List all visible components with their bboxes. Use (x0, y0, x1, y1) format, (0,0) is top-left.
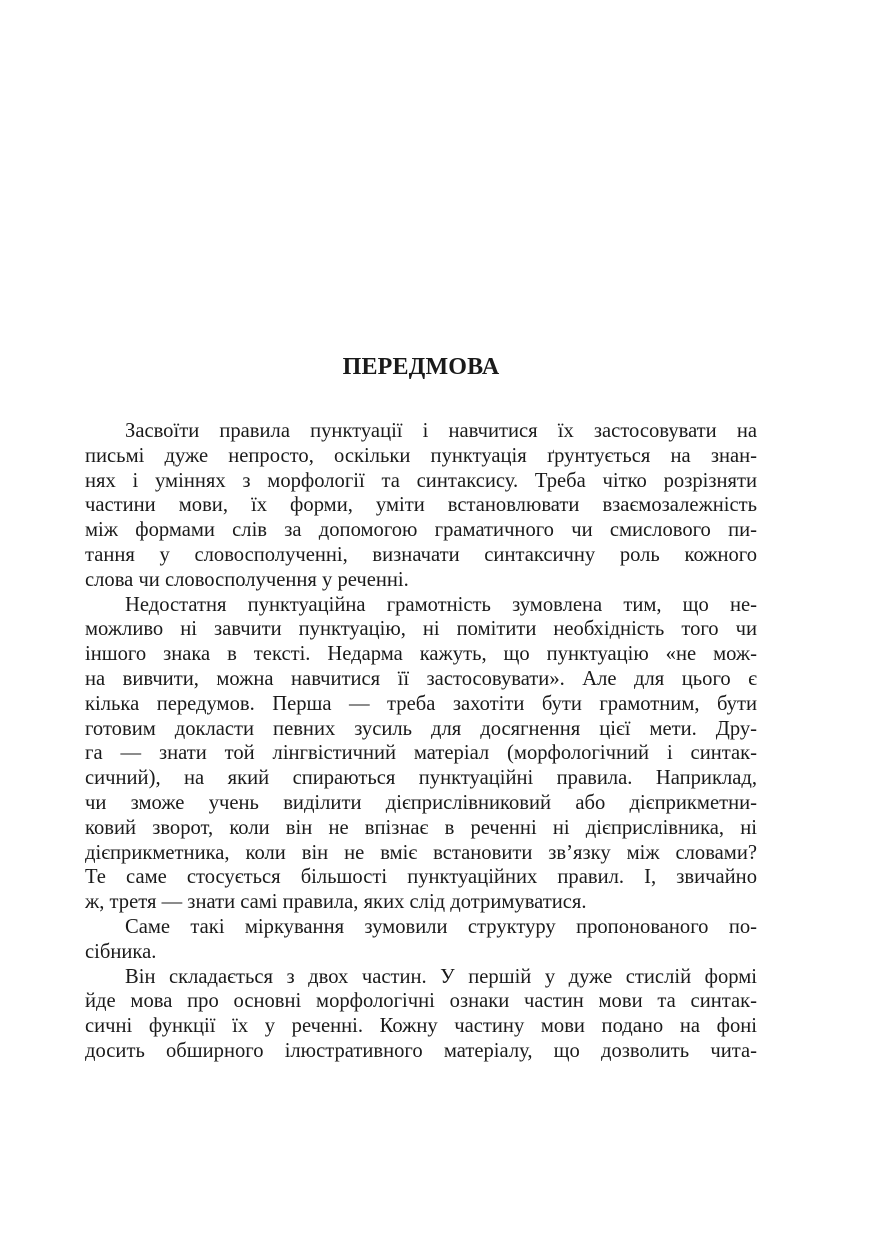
text-line: досить обширного ілюстративного матеріалу, що дозволить чита- (85, 1039, 757, 1062)
text-line: на вивчити, можна навчитися її застосовувати». Але для цього є (85, 667, 757, 690)
preface-body (85, 419, 757, 1064)
text-line: сібника. (85, 940, 157, 963)
text-line: слова чи словосполучення у реченні. (85, 568, 409, 591)
text-line: дієприкметника, коли він не вміє встановити зв’язку між словами? (85, 841, 757, 864)
text-line: Він складається з двох частин. У першій у дуже стислій формі (125, 965, 757, 988)
text-line: частини мови, їх форми, уміти встановлювати взаємозалежність (85, 494, 757, 517)
text-line: сичні функції їх у реченні. Кожну частину мови подано на фоні (85, 1015, 757, 1038)
text-line: можливо ні завчити пунктуацію, ні помітити необхідність того чи (85, 618, 757, 641)
paragraph (85, 965, 757, 1064)
text-line: між формами слів за допомогою граматичного чи смислового пи- (85, 519, 757, 542)
text-line: Те саме стосується більшості пунктуаційних правил. І, звичайно (85, 866, 757, 889)
text-line: готовим докласти певних зусиль для досягнення цієї мети. Дру- (85, 717, 757, 740)
text-line: іншого знака в тексті. Недарма кажуть, що пунктуацію «не мож- (85, 643, 757, 666)
text-line: кілька передумов. Перша — треба захотіти бути грамотним, бути (85, 692, 757, 715)
text-line: га — знати той лінгвістичний матеріал (морфологічний і синтак- (85, 742, 757, 765)
paragraph (85, 419, 757, 593)
text-line: тання у словосполученні, визначати синтаксичну роль кожного (85, 543, 757, 566)
text-line: йде мова про основні морфологічні ознаки частин мови та синтак- (85, 990, 757, 1013)
text-line: чи зможе учень виділити дієприслівниковий або дієприкметни- (85, 791, 757, 814)
paragraph (85, 593, 757, 915)
text-line: ж, третя — знати самі правила, яких слід дотримуватися. (85, 891, 587, 914)
text-line: письмі дуже непросто, оскільки пунктуація ґрунтується на знан- (85, 444, 757, 467)
page-title: ПЕРЕДМОВА (342, 354, 500, 380)
text-line: Недостатня пунктуаційна грамотність зумовлена тим, що не- (125, 593, 757, 616)
text-line: нях і уміннях з морфології та синтаксису. Треба чітко розрізняти (85, 469, 757, 492)
paragraph (85, 915, 757, 965)
text-line: Саме такі міркування зумовили структуру пропонованого по- (125, 915, 757, 938)
text-line: сичний), на який спираються пунктуаційні правила. Наприклад, (85, 767, 757, 790)
text-line: ковий зворот, коли він не впізнає в реченні ні дієприслівника, ні (85, 816, 757, 839)
text-line: Засвоїти правила пунктуації і навчитися їх застосовувати на (125, 420, 757, 442)
